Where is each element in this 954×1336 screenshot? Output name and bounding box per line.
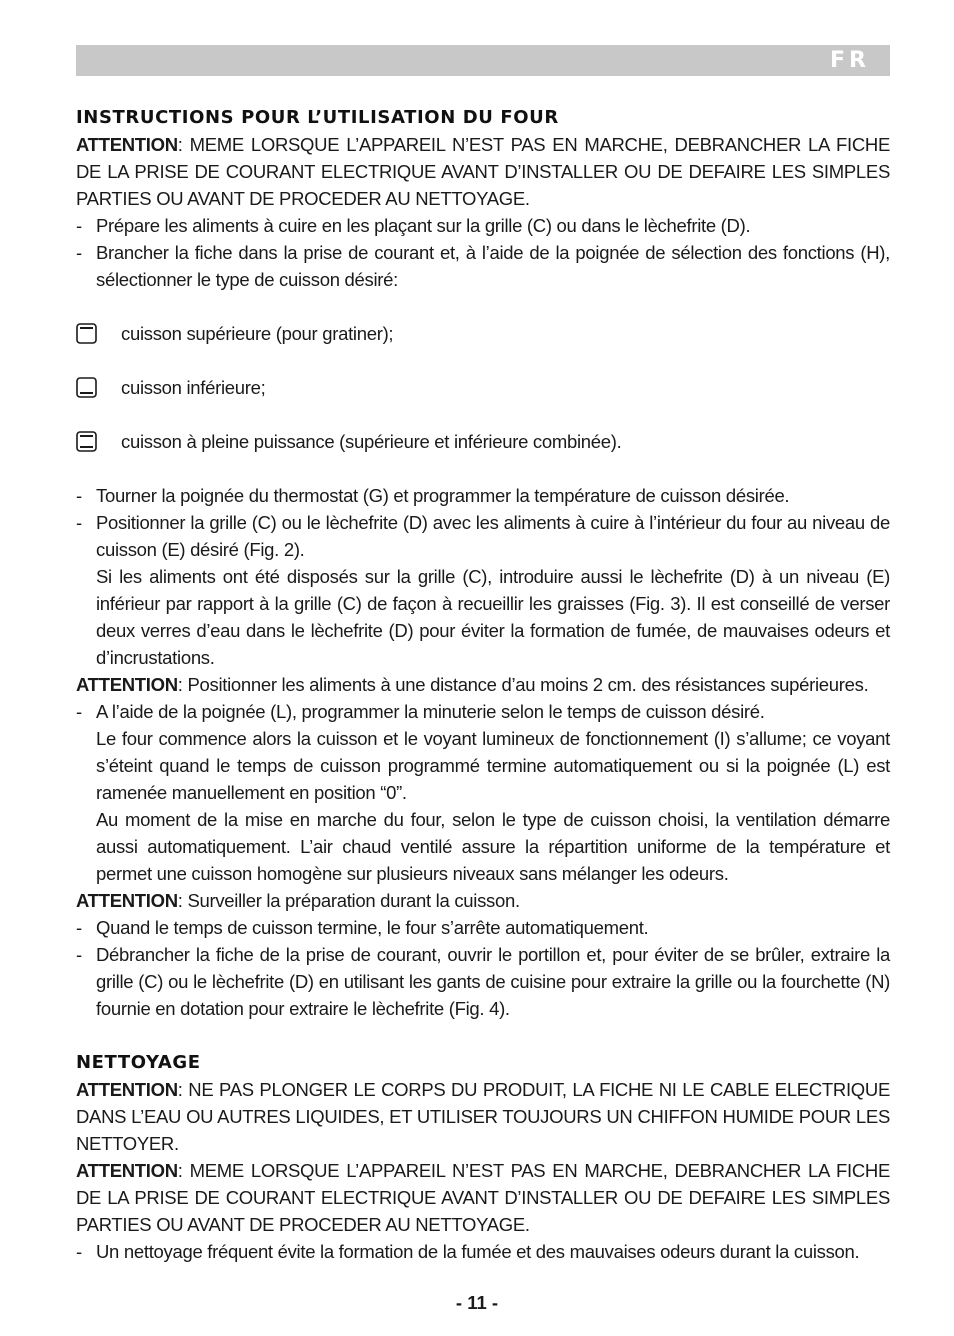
- attention-text: : Surveiller la préparation durant la cuisson.: [177, 890, 520, 911]
- bullet-dash: -: [76, 485, 82, 506]
- page-content: [76, 104, 890, 1265]
- attention-paragraph: [76, 1157, 890, 1238]
- cooking-mode-bottom: [76, 374, 890, 401]
- attention-label: ATTENTION: [76, 890, 178, 911]
- bullet-dash: -: [76, 242, 82, 263]
- cooking-mode-label: cuisson supérieure (pour gratiner);: [121, 323, 394, 344]
- list-item-text: Brancher la fiche dans la prise de courant et, à l’aide de la poignée de sélection des fonctions (H), sélectionner le type de cuisson désiré:: [96, 242, 890, 290]
- list-item-text: Un nettoyage fréquent évite la formation de la fumée et des mauvaises odeurs durant la cuisson.: [96, 1241, 860, 1262]
- list-item: [76, 212, 890, 239]
- attention-text: : MEME LORSQUE L’APPAREIL N’EST PAS EN MARCHE, DEBRANCHER LA FICHE DE LA PRISE DE COURANT ELECTRIQUE AVANT D’INSTALLER OU DE DEFAIRE LES SIMPLES PARTIES OU AVANT DE PROCEDER AU NETTOYAGE.: [76, 1160, 890, 1235]
- section-title-cleaning: NETTOYAGE: [76, 1052, 201, 1073]
- bullet-dash: -: [76, 512, 82, 533]
- attention-paragraph: [76, 131, 890, 212]
- list-item-text: Débrancher la fiche de la prise de courant, ouvrir le portillon et, pour éviter de se brûler, extraire la grille (C) ou le lèchefrite (D) en utilisant les gants de cuisine pour extraire la grille ou la fourchette (N) fournie en dotation pour extraire le lèchefrite (Fig. 4).: [96, 944, 890, 1019]
- list-item: [76, 509, 890, 671]
- list-item: [76, 482, 890, 509]
- list-item: [76, 914, 890, 941]
- list-item-continuation: Si les aliments ont été disposés sur la grille (C), introduire aussi le lèchefrite (D) à un niveau (E) inférieur par rapport à la grille (C) de façon à recueillir les graisses (Fig. 3). Il est conseillé de verser deux verres d’eau dans le lèchefrite (D) pour éviter la formation de fumée, de mauvaises odeurs et d’incrustations.: [96, 566, 890, 668]
- language-code: FR: [830, 48, 870, 73]
- bullet-dash: -: [76, 701, 82, 722]
- cooking-mode-top: [76, 320, 890, 347]
- full-heat-icon: [76, 431, 97, 452]
- list-item: [76, 1238, 890, 1265]
- attention-text: : MEME LORSQUE L’APPAREIL N’EST PAS EN MARCHE, DEBRANCHER LA FICHE DE LA PRISE DE COURANT ELECTRIQUE AVANT D’INSTALLER OU DE DEFAIRE LES SIMPLES PARTIES OU AVANT DE PROCEDER AU NETTOYAGE.: [76, 134, 890, 209]
- list-item-continuation: Au moment de la mise en marche du four, selon le type de cuisson choisi, la ventilation démarre aussi automatiquement. L’air chaud ventilé assure la répartition uniforme de la température et permet une cuisson homogène sur plusieurs niveaux sans mélanger les odeurs.: [96, 809, 890, 884]
- list-item-text: Quand le temps de cuisson termine, le four s’arrête automatiquement.: [96, 917, 649, 938]
- cooking-mode-full: [76, 428, 890, 455]
- bottom-heat-icon: [76, 377, 97, 398]
- list-item-text: Prépare les aliments à cuire en les plaçant sur la grille (C) ou dans le lèchefrite (D).: [96, 215, 751, 236]
- list-item-text: A l’aide de la poignée (L), programmer la minuterie selon le temps de cuisson désiré.: [96, 701, 765, 722]
- section-title-instructions: INSTRUCTIONS POUR L’UTILISATION DU FOUR: [76, 107, 559, 128]
- attention-paragraph: [76, 1076, 890, 1157]
- attention-label: ATTENTION: [76, 1079, 178, 1100]
- bullet-dash: -: [76, 215, 82, 236]
- bullet-dash: -: [76, 944, 82, 965]
- list-item-text: Positionner la grille (C) ou le lèchefrite (D) avec les aliments à cuire à l’intérieur du four au niveau de cuisson (E) désiré (Fig. 2).: [96, 512, 890, 560]
- list-item-continuation: Le four commence alors la cuisson et le voyant lumineux de fonctionnement (I) s’allume; ce voyant s’éteint quand le temps de cuisson programmé termine automatiquement ou si la poignée (L) est ramenée manuellement en position “0”.: [96, 728, 890, 803]
- cooking-mode-label: cuisson à pleine puissance (supérieure et inférieure combinée).: [121, 431, 622, 452]
- header-bar: [76, 45, 890, 76]
- list-item: [76, 239, 890, 293]
- attention-paragraph: [76, 671, 890, 698]
- cooking-mode-label: cuisson inférieure;: [121, 377, 266, 398]
- attention-text: : NE PAS PLONGER LE CORPS DU PRODUIT, LA FICHE NI LE CABLE ELECTRIQUE DANS L’EAU OU AUTRES LIQUIDES, ET UTILISER TOUJOURS UN CHIFFON HUMIDE POUR LES NETTOYER.: [76, 1079, 890, 1154]
- page-number: - 11 -: [455, 1292, 499, 1313]
- list-item-text: Tourner la poignée du thermostat (G) et programmer la température de cuisson désirée.: [96, 485, 790, 506]
- attention-label: ATTENTION: [76, 134, 178, 155]
- attention-paragraph: [76, 887, 890, 914]
- attention-text: : Positionner les aliments à une distance d’au moins 2 cm. des résistances supérieures.: [177, 674, 869, 695]
- list-item: [76, 941, 890, 1022]
- attention-label: ATTENTION: [76, 1160, 178, 1181]
- bullet-dash: -: [76, 1241, 82, 1262]
- bullet-dash: -: [76, 917, 82, 938]
- list-item: [76, 698, 890, 887]
- attention-label: ATTENTION: [76, 674, 178, 695]
- top-heat-icon: [76, 323, 97, 344]
